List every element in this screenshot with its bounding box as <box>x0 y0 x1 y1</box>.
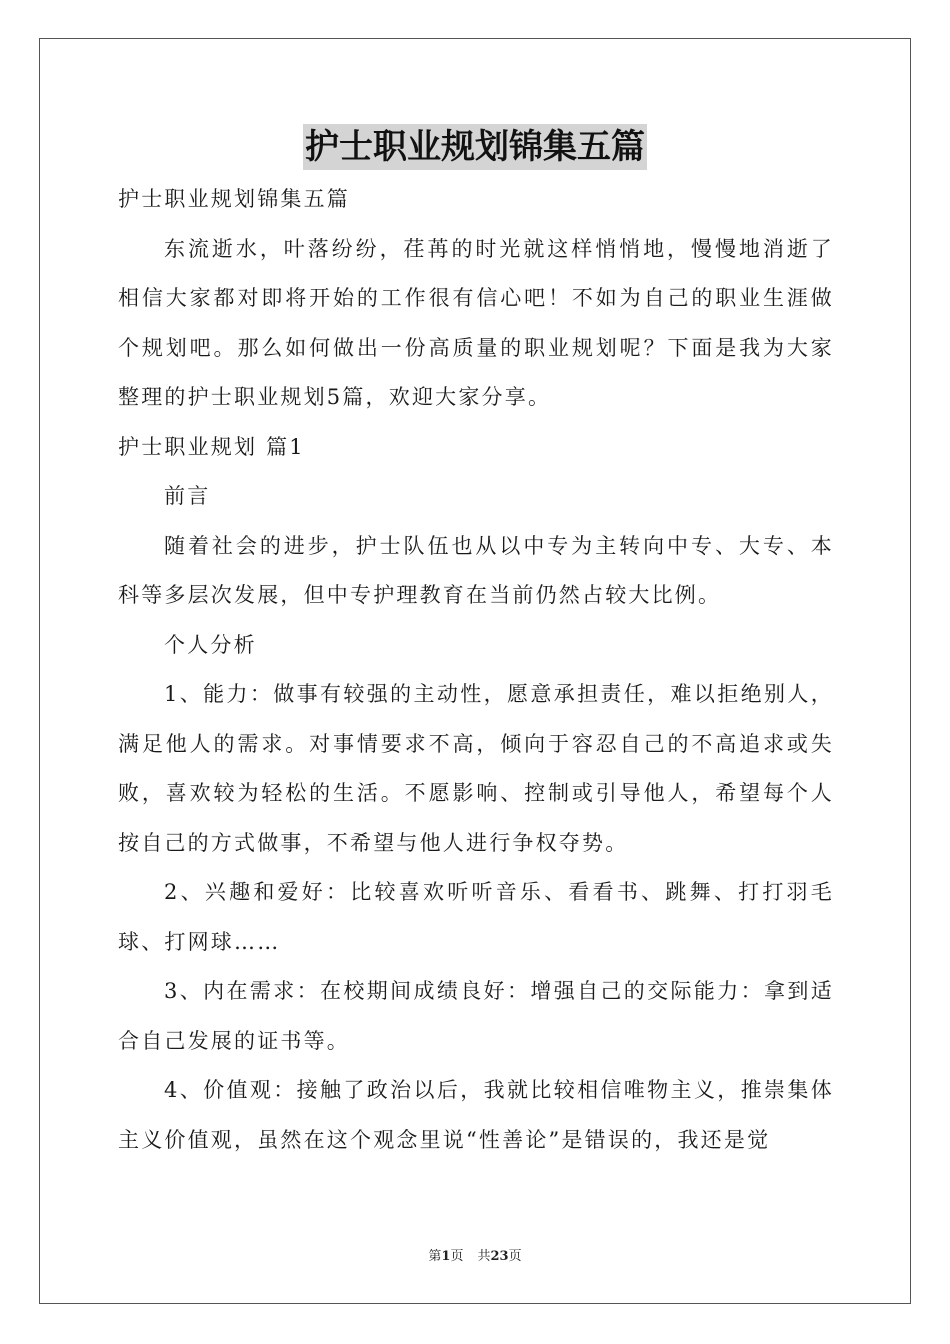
paragraph: 3、内在需求：在校期间成绩良好：增强自己的交际能力：拿到适合自己发展的证书等。 <box>118 979 834 1053</box>
paragraph: 随着社会的进步，护士队伍也从以中专为主转向中专、大专、本科等多层次发展，但中专护理教育在当前仍然占较大比例。 <box>118 533 834 607</box>
paragraph: 东流逝水，叶落纷纷，荏苒的时光就这样悄悄地，慢慢地消逝了相信大家都对即将开始的工作很有信心吧！不如为自己的职业生涯做个规划吧。那么如何做出一份高质量的职业规划呢？下面是我为大家整理的护士职业规划5篇，欢迎大家分享。 <box>118 236 834 409</box>
document-body <box>118 175 834 1165</box>
page-prefix: 第 <box>428 1249 442 1264</box>
paragraph: 个人分析 <box>164 632 257 657</box>
total-prefix: 共 <box>477 1249 491 1264</box>
document-title <box>0 124 950 170</box>
document-title-text: 护士职业规划锦集五篇 <box>303 124 647 170</box>
paragraph: 2、兴趣和爱好：比较喜欢听听音乐、看看书、跳舞、打打羽毛球、打网球…… <box>118 880 834 954</box>
page-number: 1 <box>441 1249 451 1264</box>
page-footer <box>0 1245 950 1264</box>
paragraph: 护士职业规划 篇1 <box>118 434 305 459</box>
total-suffix: 页 <box>508 1249 522 1264</box>
paragraph: 护士职业规划锦集五篇 <box>118 187 350 211</box>
paragraph: 1、能力：做事有较强的主动性，愿意承担责任，难以拒绝别人，满足他人的需求。对事情要求不高，倾向于容忍自己的不高追求或失败，喜欢较为轻松的生活。不愿影响、控制或引导他人，希望每个人按自己的方式做事，不希望与他人进行争权夺势。 <box>118 682 834 855</box>
page-suffix: 页 <box>450 1249 464 1264</box>
paragraph: 前言 <box>164 484 211 508</box>
paragraph: 4、价值观：接触了政治以后，我就比较相信唯物主义，推崇集体主义价值观，虽然在这个观念里说“性善论”是错误的，我还是觉 <box>118 1078 834 1152</box>
total-pages: 23 <box>490 1249 509 1264</box>
